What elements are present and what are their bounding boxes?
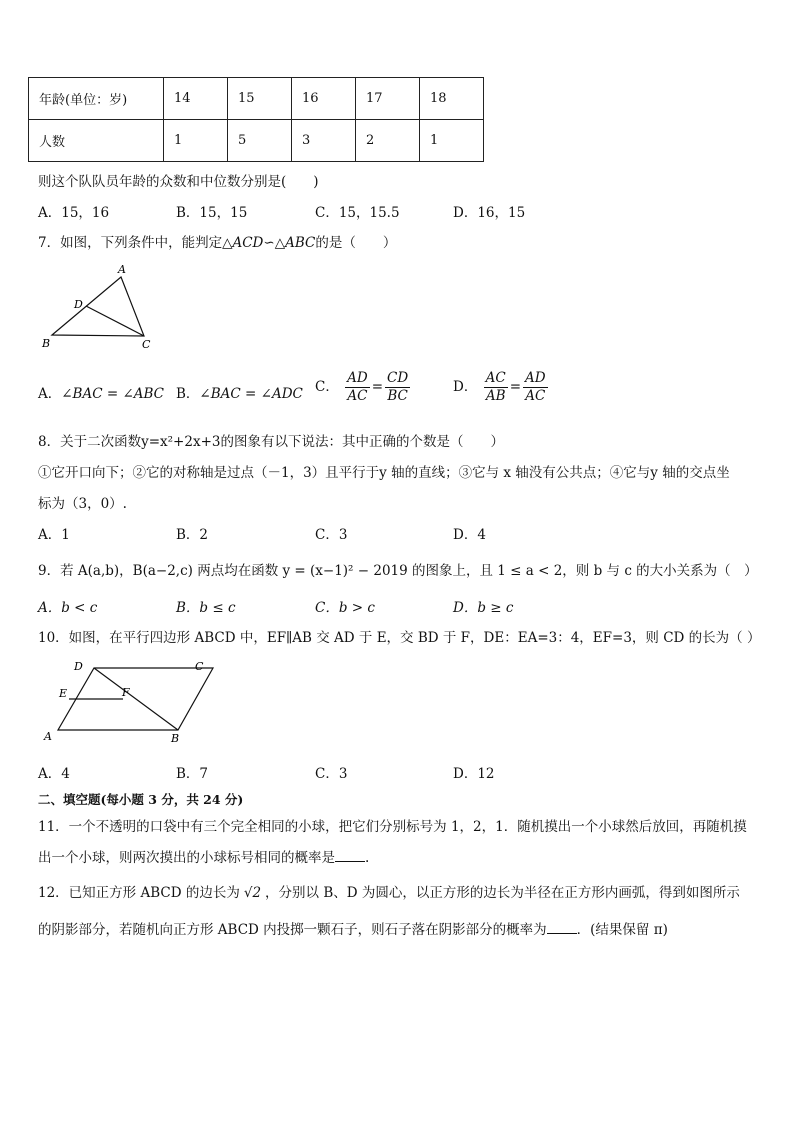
triangle-figure — [38, 262, 158, 352]
answer-blank — [335, 849, 365, 862]
q9-option-a: A．b < c — [38, 600, 98, 616]
table-cell: 3 — [292, 120, 356, 162]
table-cell: 1 — [164, 120, 228, 162]
q6-option-d: D．16，15 — [453, 205, 526, 221]
option-label: C． — [315, 379, 339, 395]
q6-option-b: B．15，15 — [176, 205, 248, 221]
table-cell: 1 — [420, 120, 484, 162]
q8-option-c: C．3 — [315, 527, 348, 543]
q12-text-end: ．(结果保留 π) — [576, 922, 668, 938]
answer-blank — [547, 921, 577, 934]
label-d: D — [74, 660, 83, 673]
q11-text: 出一个小球，则两次摸出的小球标号相同的概率是 — [38, 850, 335, 866]
q8-line2: 标为（3，0）. — [38, 496, 127, 512]
fraction — [345, 370, 370, 405]
label-b: B — [42, 337, 51, 350]
table-cell: 17 — [356, 78, 420, 120]
q9-option-c: C．b > c — [315, 600, 375, 616]
table-cell: 年龄(单位：岁) — [29, 78, 164, 120]
label-f: F — [122, 686, 130, 699]
q11-line1: 11．一个不透明的口袋中有三个完全相同的小球，把它们分别标号为 1，2，1．随机摸出一个小球然后放回，再随机摸 — [38, 819, 747, 835]
q6-option-a: A．15，16 — [38, 205, 110, 221]
q7-option-c — [315, 370, 412, 405]
q12-text: 12．已知正方形 ABCD 的边长为 — [38, 885, 240, 901]
parallelogram-figure — [38, 656, 223, 748]
q12-text-rest: ，分别以 B、D 为圆心，以正方形的边长为半径在正方形内画弧，得到如图所示 — [265, 885, 740, 901]
option-label: B． — [176, 386, 200, 402]
fraction — [484, 370, 508, 405]
q8-option-a: A．1 — [38, 527, 70, 543]
q6-option-c: C．15，15.5 — [315, 205, 400, 221]
q10-option-d: D．12 — [453, 766, 495, 782]
q6-stem: 则这个队队员年龄的众数和中位数分别是( ) — [38, 174, 319, 190]
q9-option-b: B．b ≤ c — [176, 600, 236, 616]
numerator: AD — [347, 370, 368, 386]
q11-line2 — [38, 846, 369, 866]
table-cell: 14 — [164, 78, 228, 120]
option-label: A． — [38, 386, 62, 402]
label-c: C — [195, 660, 204, 673]
triangle-abc — [52, 277, 144, 336]
age-table — [28, 77, 484, 162]
label-b: B — [171, 732, 180, 745]
table-cell: 15 — [228, 78, 292, 120]
table-cell: 5 — [228, 120, 292, 162]
option-math: ∠BAC = ∠ADC — [199, 386, 303, 402]
table-cell: 18 — [420, 78, 484, 120]
q7-stem-prefix: 7．如图，下列条件中，能判定 — [38, 235, 223, 251]
numerator: AD — [525, 370, 546, 386]
q8-line1: ①它开口向下；②它的对称轴是过点（－1，3）且平行于y 轴的直线；③它与 x 轴没有公共点；④它与y 轴的交点坐 — [38, 465, 730, 481]
q8-option-d: D．4 — [453, 527, 486, 543]
table-cell: 2 — [356, 120, 420, 162]
fraction — [385, 370, 410, 405]
table-row — [29, 120, 484, 162]
option-math: ∠BAC = ∠ABC — [61, 386, 165, 402]
q10-option-c: C．3 — [315, 766, 348, 782]
q10-option-b: B．7 — [176, 766, 209, 782]
fraction — [523, 370, 548, 405]
q12-text: 的阴影部分，若随机向正方形 ABCD 内投掷一颗石子，则石子落在阴影部分的概率为 — [38, 922, 547, 938]
option-label: D． — [453, 379, 478, 395]
q7-stem-suffix: 的是（ ） — [315, 235, 397, 251]
denominator: AC — [525, 388, 546, 404]
denominator: AC — [347, 388, 368, 404]
equals: = — [509, 379, 522, 395]
q10-stem: 10．如图，在平行四边形 ABCD 中，EF∥AB 交 AD 于 E，交 BD 于 F，DE：EA=3：4，EF=3，则 CD 的长为（ ） — [38, 630, 761, 646]
label-d: D — [74, 298, 83, 311]
q8-option-b: B．2 — [176, 527, 209, 543]
denominator: AB — [485, 388, 506, 404]
q7-stem — [38, 231, 396, 251]
q7-option-a — [38, 382, 164, 402]
label-e: E — [59, 687, 68, 700]
denominator: BC — [387, 388, 408, 404]
segment-dc — [86, 306, 144, 336]
equals: = — [371, 379, 384, 395]
label-a: A — [118, 263, 126, 276]
q8-stem: 8．关于二次函数y=x²+2x+3的图象有以下说法：其中正确的个数是（ ） — [38, 434, 504, 450]
table-cell: 人数 — [29, 120, 164, 162]
q9-option-d: D．b ≥ c — [453, 600, 514, 616]
q9-stem: 9．若 A(a,b)，B(a−2,c) 两点均在函数 y = (x−1)² − 2019 的图象上，且 1 ≤ a < 2，则 b 与 c 的大小关系为（ ） — [38, 563, 758, 579]
label-a: A — [44, 730, 52, 743]
q12-line2 — [38, 918, 668, 938]
numerator: AC — [485, 370, 506, 386]
sqrt-two: √2 — [243, 885, 262, 901]
q7-option-b — [176, 382, 303, 402]
table-cell: 16 — [292, 78, 356, 120]
q7-stem-math: △ACD∽△ABC — [222, 235, 316, 251]
label-c: C — [142, 338, 151, 351]
table-row — [29, 78, 484, 120]
q7-option-d — [453, 370, 550, 405]
section-title: 二、填空题(每小题 3 分，共 24 分) — [38, 792, 244, 807]
q11-text-end: . — [365, 850, 370, 866]
q12-line1 — [38, 881, 740, 901]
q10-option-a: A．4 — [38, 766, 70, 782]
numerator: CD — [387, 370, 409, 386]
